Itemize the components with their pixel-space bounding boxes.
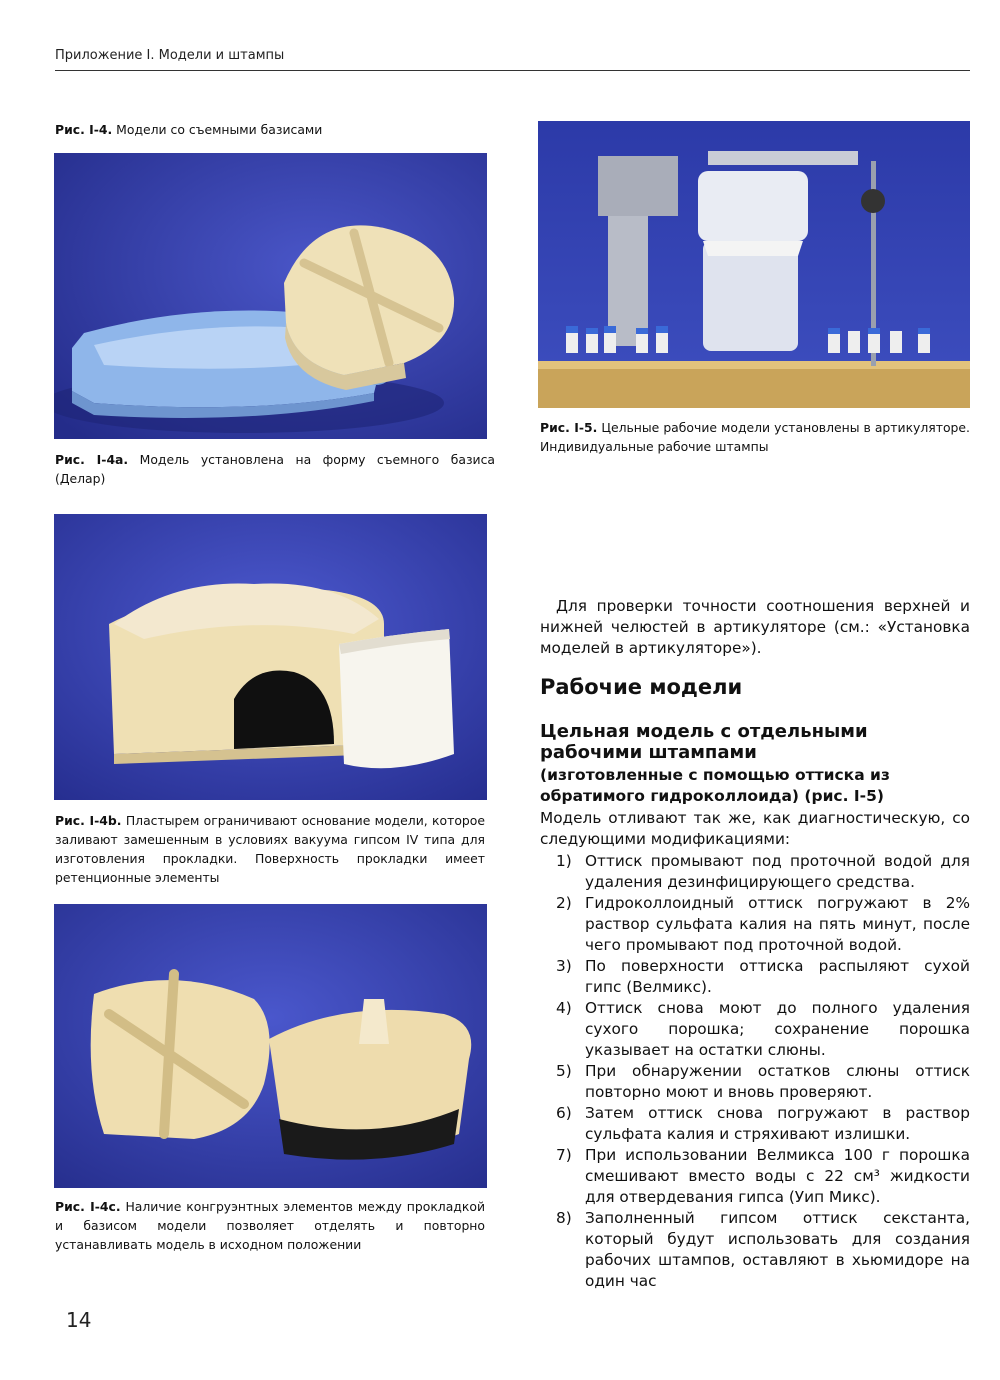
- steps-list: [540, 851, 970, 1292]
- figure-label: Рис. I-4с.: [55, 1199, 121, 1214]
- step-number: 6): [556, 1104, 572, 1122]
- figure-label: Рис. I-4.: [55, 122, 113, 137]
- step-text: Оттиск снова моют до полного удаления сухого порошка; сохранение порошка указывает на остатки слюны.: [585, 999, 970, 1059]
- subsection-title: Цельная модель с отдельными рабочими штампами: [540, 721, 868, 763]
- list-item: [540, 1103, 970, 1145]
- figure-text: Пластырем ограничивают основание модели, которое заливают замешенным в условиях вакуума гипсом IV типа для изготовления прокладки. Поверхность прокладки имеет ретенционные элементы: [55, 813, 485, 885]
- list-item: [540, 1061, 970, 1103]
- figure-i4b-caption: [55, 811, 485, 887]
- figure-label: Рис. I-5.: [540, 420, 598, 435]
- step-number: 4): [556, 999, 572, 1017]
- page-number: 14: [66, 1308, 92, 1332]
- photo-fig-i4c: [54, 904, 487, 1188]
- photo-fig-i4b: [54, 514, 487, 800]
- figure-i5-caption: [540, 418, 970, 456]
- photo-fig-i4a: [54, 153, 487, 439]
- list-item: [540, 1208, 970, 1292]
- figure-i4c-caption: [55, 1197, 485, 1254]
- list-item: [540, 956, 970, 998]
- figure-text: Модель установлена на форму съемного базиса (Делар): [55, 452, 495, 486]
- photo-fig-i5: [538, 121, 970, 408]
- figure-text: Модели со съемными базисами: [116, 122, 323, 137]
- step-text: При обнаружении остатков слюны оттиск повторно моют и вновь проверяют.: [585, 1062, 970, 1101]
- figure-text: Цельные рабочие модели установлены в артикуляторе. Индивидуальные рабочие штампы: [540, 420, 970, 454]
- list-item: [540, 1145, 970, 1208]
- step-number: 2): [556, 894, 572, 912]
- figure-text: Наличие конгруэнтных элементов между прокладкой и базисом модели позволяет отделять и повторно устанавливать модель в исходном положении: [55, 1199, 485, 1252]
- figure-i4a-caption: [55, 450, 495, 488]
- header-rule: [55, 70, 970, 71]
- list-item: [540, 893, 970, 956]
- step-number: 1): [556, 852, 572, 870]
- step-text: По поверхности оттиска распыляют сухой гипс (Велмикс).: [585, 957, 970, 996]
- step-text: Оттиск промывают под проточной водой для удаления дезинфицирующего средства.: [585, 852, 970, 891]
- intro-paragraph: Для проверки точности соотношения верхней и нижней челюстей в артикуляторе (см.: «Установка моделей в артикуляторе»).: [540, 597, 970, 657]
- section-title: Рабочие модели: [540, 675, 743, 699]
- step-number: 3): [556, 957, 572, 975]
- step-text: При использовании Велмикса 100 г порошка смешивают вместо воды с 22 см³ жидкости для отвердевания гипса (Уип Микс).: [585, 1146, 970, 1206]
- step-number: 5): [556, 1062, 572, 1080]
- step-text: Затем оттиск снова погружают в раствор сульфата калия и стряхивают излишки.: [585, 1104, 970, 1143]
- subsection-note: (изготовленные с помощью оттиска из обратимого гидроколлоида) (рис. I-5): [540, 766, 890, 805]
- step-number: 7): [556, 1146, 572, 1164]
- figure-label: Рис. I-4а.: [55, 452, 129, 467]
- step-text: Заполненный гипсом оттиск секстанта, который будут использовать для создания рабочих штампов, оставляют в хьюмидоре на один час: [585, 1209, 970, 1290]
- list-item: [540, 851, 970, 893]
- list-item: [540, 998, 970, 1061]
- lead-paragraph: Модель отливают так же, как диагностическую, со следующими модификациями:: [540, 809, 970, 848]
- running-header: Приложение I. Модели и штампы: [55, 48, 285, 63]
- figure-label: Рис. I-4b.: [55, 813, 122, 828]
- figure-i4-caption: [55, 120, 495, 139]
- step-number: 8): [556, 1209, 572, 1227]
- step-text: Гидроколлоидный оттиск погружают в 2% раствор сульфата калия на пять минут, после чего промывают под проточной водой.: [585, 894, 970, 954]
